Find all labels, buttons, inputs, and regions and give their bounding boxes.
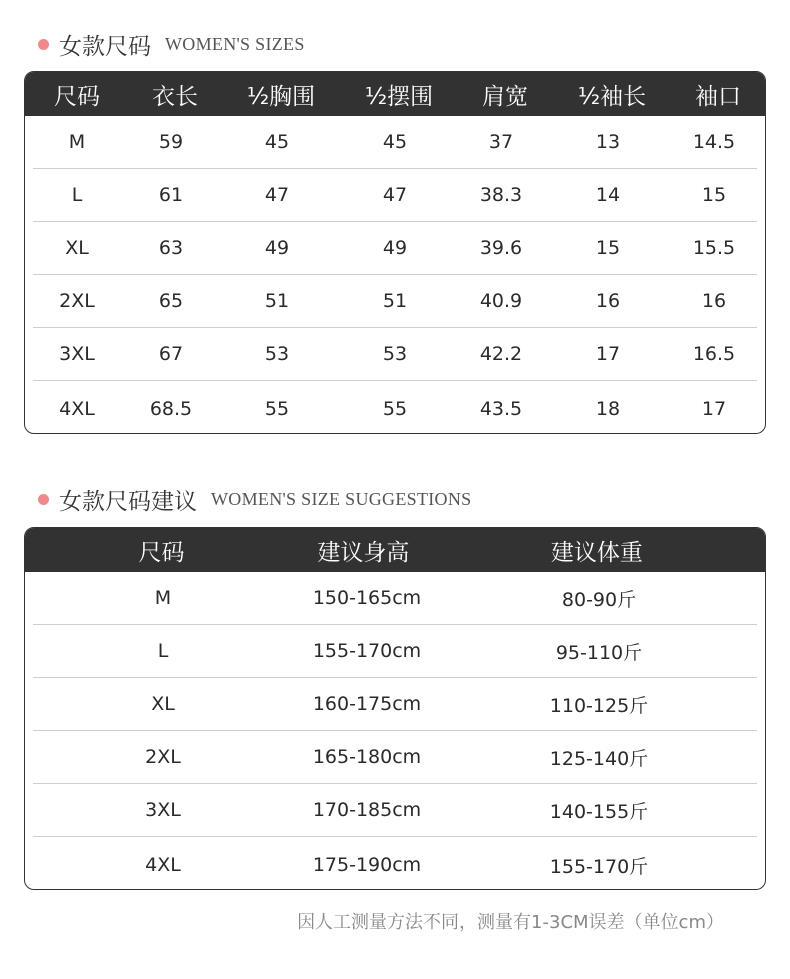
table-cell: 53 <box>382 343 408 365</box>
section-title-en: WOMEN'S SIZES <box>165 34 305 54</box>
table-cell: 2XL <box>145 746 181 768</box>
table-cell: 18 <box>595 398 621 420</box>
table-cell: L <box>157 640 169 662</box>
bullet-dot-icon <box>38 494 49 505</box>
header-cell: 袖口 <box>695 83 741 110</box>
table-row <box>33 678 757 731</box>
table-cell: 110-125斤 <box>549 694 649 717</box>
table-cell: 155-170cm <box>312 640 422 662</box>
table-cell: 13 <box>595 131 621 153</box>
measurement-footnote: 因人工测量方法不同，测量有1-3CM误差（单位cm） <box>297 912 724 933</box>
table-row <box>33 116 757 169</box>
table-cell: 165-180cm <box>312 746 422 768</box>
table-cell: 16 <box>595 290 621 312</box>
header-cell: ½胸围 <box>246 83 316 110</box>
table-cell: 51 <box>264 290 290 312</box>
header-cell: ½袖长 <box>577 83 647 110</box>
table-row <box>33 222 757 275</box>
table-body <box>25 116 765 434</box>
header-cell: 建议体重 <box>550 539 643 566</box>
table-cell: 67 <box>158 343 184 365</box>
section-title-sizes <box>38 28 305 61</box>
table-cell: 40.9 <box>479 290 523 312</box>
table-cell: 2XL <box>59 290 95 312</box>
table-cell: 39.6 <box>479 237 523 259</box>
table-cell: 125-140斤 <box>549 747 649 770</box>
table-cell: 3XL <box>145 799 181 821</box>
table-cell: 65 <box>158 290 184 312</box>
table-row <box>33 572 757 625</box>
table-cell: 160-175cm <box>312 693 422 715</box>
table-cell: 16 <box>701 290 727 312</box>
table-cell: 37 <box>488 131 514 153</box>
table-header <box>25 528 765 572</box>
table-cell: M <box>154 587 172 609</box>
table-cell: L <box>71 184 83 206</box>
table-cell: 95-110斤 <box>555 641 643 664</box>
table-cell: 4XL <box>145 854 181 876</box>
table-body <box>25 572 765 890</box>
table-cell: 45 <box>382 131 408 153</box>
table-cell: 3XL <box>59 343 95 365</box>
table-row <box>33 837 757 890</box>
table-cell: 43.5 <box>479 398 523 420</box>
table-cell: 15 <box>595 237 621 259</box>
table-cell: 51 <box>382 290 408 312</box>
table-cell: 14 <box>595 184 621 206</box>
table-cell: 61 <box>158 184 184 206</box>
table-cell: 38.3 <box>479 184 523 206</box>
table-cell: 59 <box>158 131 184 153</box>
table-header <box>25 72 765 116</box>
table-cell: 140-155斤 <box>549 800 649 823</box>
table-row <box>33 784 757 837</box>
table-cell: 47 <box>264 184 290 206</box>
table-cell: 15 <box>701 184 727 206</box>
table-cell: 4XL <box>59 398 95 420</box>
table-cell: 49 <box>382 237 408 259</box>
table-cell: 14.5 <box>692 131 736 153</box>
table-cell: 16.5 <box>692 343 736 365</box>
table-cell: 17 <box>701 398 727 420</box>
size-suggestion-table <box>24 527 766 890</box>
bullet-dot-icon <box>38 39 49 50</box>
table-cell: 175-190cm <box>312 854 422 876</box>
table-cell: 80-90斤 <box>561 588 637 611</box>
table-row <box>33 381 757 434</box>
table-cell: 55 <box>382 398 408 420</box>
section-title-cn: 女款尺码 <box>59 34 151 60</box>
table-cell: XL <box>65 237 89 259</box>
table-cell: 170-185cm <box>312 799 422 821</box>
table-cell: 49 <box>264 237 290 259</box>
table-row <box>33 328 757 381</box>
table-row <box>33 625 757 678</box>
header-cell: 尺码 <box>54 83 100 110</box>
header-cell: 肩宽 <box>482 83 528 110</box>
table-cell: 42.2 <box>479 343 523 365</box>
table-cell: 150-165cm <box>312 587 422 609</box>
table-row <box>33 169 757 222</box>
header-cell: 建议身高 <box>317 539 410 566</box>
header-cell: 尺码 <box>138 539 185 566</box>
section-title-suggestions <box>38 483 471 516</box>
header-cell: 衣长 <box>152 83 198 110</box>
table-cell: XL <box>151 693 175 715</box>
table-cell: 15.5 <box>692 237 736 259</box>
section-title-en: WOMEN'S SIZE SUGGESTIONS <box>211 489 472 509</box>
table-cell: 155-170斤 <box>549 855 649 878</box>
table-row <box>33 275 757 328</box>
table-cell: 53 <box>264 343 290 365</box>
table-cell: 68.5 <box>149 398 193 420</box>
table-cell: 47 <box>382 184 408 206</box>
table-cell: M <box>68 131 86 153</box>
table-cell: 45 <box>264 131 290 153</box>
size-table <box>24 71 766 434</box>
table-cell: 55 <box>264 398 290 420</box>
table-cell: 63 <box>158 237 184 259</box>
header-cell: ½摆围 <box>364 83 434 110</box>
table-row <box>33 731 757 784</box>
section-title-cn: 女款尺码建议 <box>59 489 197 515</box>
table-cell: 17 <box>595 343 621 365</box>
